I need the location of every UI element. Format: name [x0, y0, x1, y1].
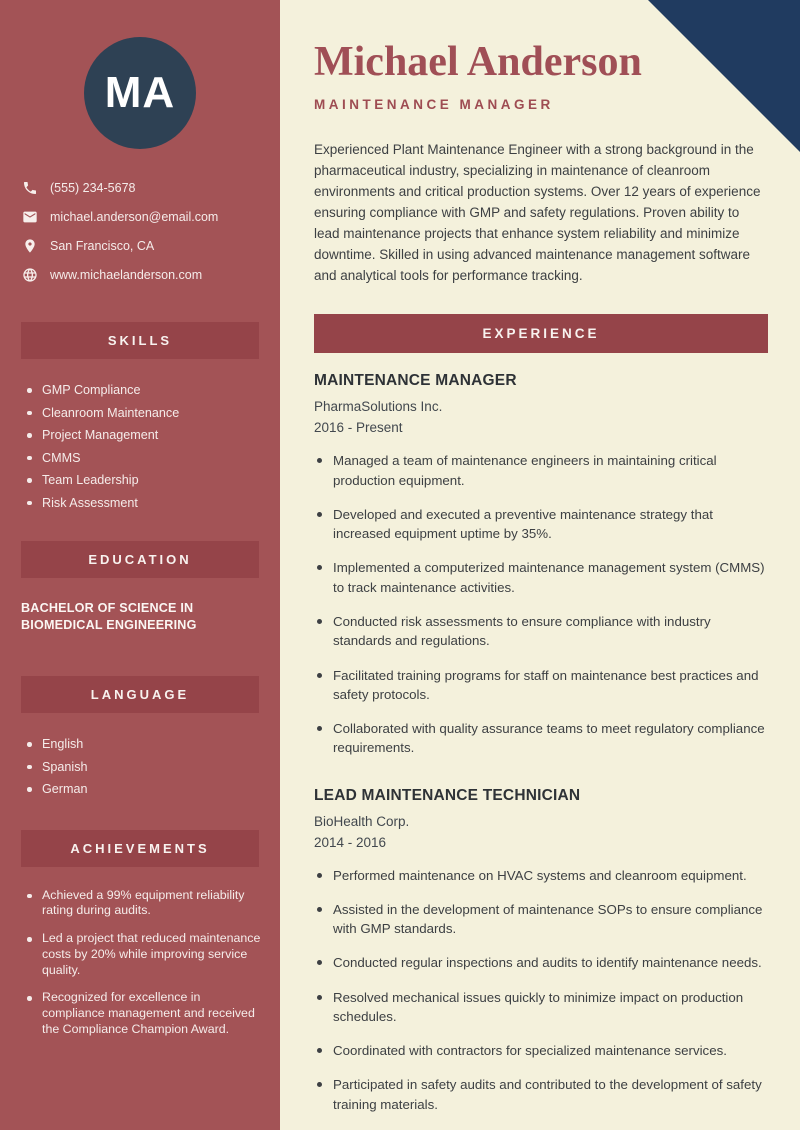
job-bullet: Participated in safety audits and contributed to the development of safety training materials. — [314, 1075, 768, 1114]
list-item: Team Leadership — [22, 469, 260, 492]
experience-section-header — [314, 314, 768, 353]
contact-phone-text: (555) 234-5678 — [50, 180, 136, 195]
job-bullet: Resolved mechanical issues quickly to minimize impact on production schedules. — [314, 988, 768, 1027]
language-section-header — [21, 676, 259, 713]
email-icon — [22, 209, 38, 225]
avatar-initials: MA — [104, 68, 176, 117]
person-job-title: MAINTENANCE MANAGER — [314, 97, 554, 113]
education-degree: BACHELOR OF SCIENCE IN BIOMEDICAL ENGINEERING — [21, 601, 197, 632]
job-company: BioHealth Corp. — [314, 813, 410, 829]
list-item: Recognized for excellence in compliance management and received the Compliance Champion Award. — [22, 990, 262, 1037]
list-item: Project Management — [22, 424, 260, 447]
sidebar — [0, 0, 280, 1130]
job-role: LEAD MAINTENANCE TECHNICIAN — [314, 786, 581, 804]
summary-text: Experienced Plant Maintenance Engineer with a strong background in the pharmaceutical industry, specializing in maintenance of cleanroom environments and critical production systems. Over 12 years of experience ensuring compliance with GMP and safety regulations. Proven ability to lead maintenance projects that enhance system reliability and minimize downtime. Skilled in using advanced maintenance management software and analytical tools for performance tracking. — [314, 142, 761, 284]
location-icon — [22, 238, 38, 254]
list-item: GMP Compliance — [22, 379, 260, 402]
phone-icon — [22, 180, 38, 196]
language-list — [22, 733, 260, 801]
globe-icon — [22, 267, 38, 283]
list-item: Cleanroom Maintenance — [22, 402, 260, 425]
skills-section-header — [21, 322, 259, 359]
achievements-list — [22, 888, 262, 1038]
list-item: German — [22, 778, 260, 801]
job-bullet: Collaborated with quality assurance teams to meet regulatory compliance requirements. — [314, 719, 768, 758]
education-section-header — [21, 541, 259, 578]
job-role: MAINTENANCE MANAGER — [314, 372, 517, 390]
achievements-title: ACHIEVEMENTS — [70, 840, 210, 856]
achievements-section-header — [21, 830, 259, 867]
list-item: Risk Assessment — [22, 492, 260, 515]
list-item: CMMS — [22, 447, 260, 470]
job-bullet: Performed maintenance on HVAC systems and cleanroom equipment. — [314, 866, 768, 885]
list-item: Achieved a 99% equipment reliability rating during audits. — [22, 888, 262, 920]
job-bullet: Managed a team of maintenance engineers in maintaining critical production equipment. — [314, 451, 768, 490]
job-bullet-list — [314, 451, 768, 757]
avatar — [84, 37, 196, 149]
contact-email — [22, 207, 260, 226]
contact-location-text: San Francisco, CA — [50, 238, 155, 253]
main-content — [280, 0, 800, 1130]
job-dates: 2014 - 2016 — [314, 834, 387, 850]
job-entry — [314, 372, 768, 757]
job-bullet-list — [314, 866, 768, 1114]
job-bullet: Coordinated with contractors for specialized maintenance services. — [314, 1041, 768, 1060]
job-bullet: Developed and executed a preventive maintenance strategy that increased equipment uptime by 35%. — [314, 505, 768, 544]
contact-phone — [22, 178, 260, 197]
job-bullet: Implemented a computerized maintenance management system (CMMS) to track maintenance activities. — [314, 558, 768, 597]
language-title: LANGUAGE — [90, 687, 190, 702]
person-name: Michael Anderson — [314, 39, 642, 85]
job-dates: 2016 - Present — [314, 420, 403, 436]
contact-website-text: www.michaelanderson.com — [50, 267, 203, 282]
list-item: Led a project that reduced maintenance costs by 20% while improving service quality. — [22, 931, 262, 978]
contact-list — [0, 178, 280, 284]
experience-title: EXPERIENCE — [482, 326, 600, 342]
skills-title: SKILLS — [107, 333, 173, 348]
job-bullet: Assisted in the development of maintenance SOPs to ensure compliance with GMP standards. — [314, 900, 768, 939]
corner-triangle — [648, 0, 800, 152]
job-bullet: Facilitated training programs for staff on maintenance best practices and safety protocols. — [314, 666, 768, 705]
list-item: English — [22, 733, 260, 756]
job-bullet: Conducted risk assessments to ensure compliance with industry standards and regulations. — [314, 612, 768, 651]
contact-location — [22, 236, 260, 255]
education-title: EDUCATION — [88, 552, 192, 567]
job-company: PharmaSolutions Inc. — [314, 399, 443, 415]
skills-list — [22, 379, 260, 514]
contact-website — [22, 265, 260, 284]
job-entry — [314, 787, 768, 1114]
contact-email-text: michael.anderson@email.com — [50, 209, 219, 224]
job-bullet: Conducted regular inspections and audits to identify maintenance needs. — [314, 953, 768, 972]
list-item: Spanish — [22, 756, 260, 779]
